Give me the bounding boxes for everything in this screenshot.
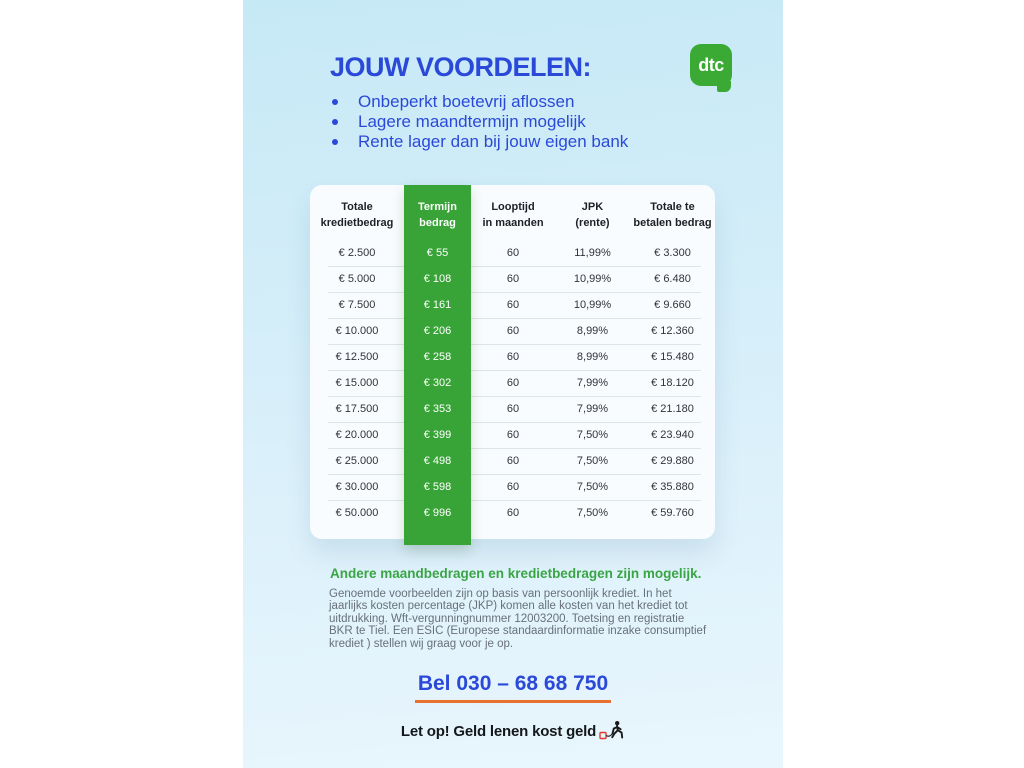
- table-cell: € 353: [423, 403, 452, 415]
- content-panel: [243, 0, 783, 768]
- table-cell: 8,99%: [576, 325, 609, 337]
- table-cell: € 29.880: [651, 455, 694, 467]
- table-cell: € 15.000: [335, 377, 379, 389]
- table-cell: € 10.000: [335, 325, 379, 337]
- table-cell: € 302: [423, 377, 452, 389]
- table-row: [310, 396, 715, 422]
- table-cell: 7,99%: [576, 403, 609, 415]
- warning-row: [243, 720, 783, 741]
- table-cell: € 20.000: [335, 429, 379, 441]
- table-row: [310, 448, 715, 474]
- table-cell: € 399: [423, 429, 452, 441]
- table-cell: € 258: [423, 351, 452, 363]
- phone-row: [243, 672, 783, 703]
- table-cell: 8,99%: [576, 351, 609, 363]
- table-cell: 60: [506, 299, 520, 311]
- table-cell: 7,99%: [576, 377, 609, 389]
- table-cell: 60: [506, 403, 520, 415]
- table-cell: € 12.360: [651, 325, 694, 337]
- table-cell: 60: [506, 273, 520, 285]
- table-row: [310, 474, 715, 500]
- table-cell: 60: [506, 455, 520, 467]
- dtc-logo: [690, 44, 732, 86]
- table-row: [310, 318, 715, 344]
- table-cell: 60: [506, 377, 520, 389]
- warning-text: Let op! Geld lenen kost geld: [400, 723, 597, 740]
- table-cell: 60: [506, 247, 520, 259]
- bullet-dot-icon: [332, 139, 338, 145]
- page-title: JOUW VOORDELEN:: [330, 52, 592, 82]
- table-cell: € 2.500: [338, 247, 376, 259]
- table-cell: € 35.880: [651, 481, 694, 493]
- table-row: [310, 240, 715, 266]
- table-row: [310, 344, 715, 370]
- benefit-item: [330, 112, 628, 132]
- table-cell: € 7.500: [338, 299, 376, 311]
- table-cell: € 23.940: [651, 429, 694, 441]
- benefit-text: Rente lager dan bij jouw eigen bank: [358, 132, 629, 151]
- table-cell: € 3.300: [654, 247, 691, 259]
- money-burden-icon: [599, 720, 625, 740]
- table-row: [310, 266, 715, 292]
- table-cell: 7,50%: [576, 429, 609, 441]
- table-cell: € 17.500: [335, 403, 379, 415]
- bullet-dot-icon: [332, 119, 338, 125]
- table-cell: € 108: [423, 273, 452, 285]
- benefit-item: [330, 92, 628, 112]
- table-row: [310, 500, 715, 526]
- table-cell: € 6.480: [654, 273, 691, 285]
- table-cell: 60: [506, 507, 520, 519]
- table-cell: € 55: [426, 247, 449, 259]
- table-row: [310, 292, 715, 318]
- table-cell: 7,50%: [576, 481, 609, 493]
- column-header: Totale te betalen bedrag: [633, 201, 712, 229]
- column-header: Termijn bedrag: [418, 201, 457, 229]
- benefits-list: [330, 92, 628, 152]
- column-header: Totale kredietbedrag: [320, 201, 394, 229]
- column-header: JPK (rente): [575, 201, 610, 229]
- benefit-text: Lagere maandtermijn mogelijk: [358, 112, 586, 131]
- table-cell: € 996: [423, 507, 452, 519]
- dtc-logo-text: dtc: [698, 54, 724, 75]
- phone-link[interactable]: Bel 030 – 68 68 750: [415, 672, 611, 703]
- loan-table-card: [310, 185, 715, 539]
- table-row: [310, 422, 715, 448]
- table-cell: € 9.660: [654, 299, 691, 311]
- table-body: [310, 240, 715, 526]
- table-cell: 60: [506, 429, 520, 441]
- table-cell: € 206: [423, 325, 452, 337]
- table-cell: € 12.500: [335, 351, 379, 363]
- table-cell: € 18.120: [651, 377, 694, 389]
- table-cell: 10,99%: [573, 273, 612, 285]
- table-cell: € 498: [423, 455, 452, 467]
- table-cell: € 59.760: [651, 507, 694, 519]
- disclaimer-text: Genoemde voorbeelden zijn op basis van persoonlijk krediet. In het jaarlijks kosten percentage (JKP) komen alle kosten van het krediet tot uitdrukking. Wft-vergunningnummer 12003200. Toetsing en registratie BKR te Tiel. Een ESIC (Europese standaardinformatie inzake consumptief krediet ) stellen wij graag voor je op.: [329, 588, 707, 650]
- table-cell: 60: [506, 325, 520, 337]
- table-cell: € 5.000: [338, 273, 376, 285]
- table-cell: € 15.480: [651, 351, 694, 363]
- table-cell: € 30.000: [335, 481, 379, 493]
- benefit-text: Onbeperkt boetevrij aflossen: [358, 92, 575, 111]
- table-cell: € 50.000: [335, 507, 379, 519]
- table-header-row: [310, 185, 715, 240]
- dtc-logo-bubble-tab: [717, 81, 731, 92]
- note-heading: Andere maandbedragen en kredietbedragen zijn mogelijk.: [330, 566, 702, 581]
- table-cell: 7,50%: [576, 507, 609, 519]
- table-cell: € 25.000: [335, 455, 379, 467]
- benefit-item: [330, 132, 628, 152]
- table-cell: € 598: [423, 481, 452, 493]
- bullet-dot-icon: [332, 99, 338, 105]
- column-header: Looptijd in maanden: [482, 201, 544, 229]
- table-row: [310, 370, 715, 396]
- table-cell: € 161: [423, 299, 452, 311]
- table-cell: € 21.180: [651, 403, 694, 415]
- table-cell: 60: [506, 481, 520, 493]
- table-cell: 10,99%: [573, 299, 612, 311]
- table-cell: 11,99%: [574, 247, 611, 259]
- table-cell: 60: [506, 351, 520, 363]
- table-cell: 7,50%: [576, 455, 609, 467]
